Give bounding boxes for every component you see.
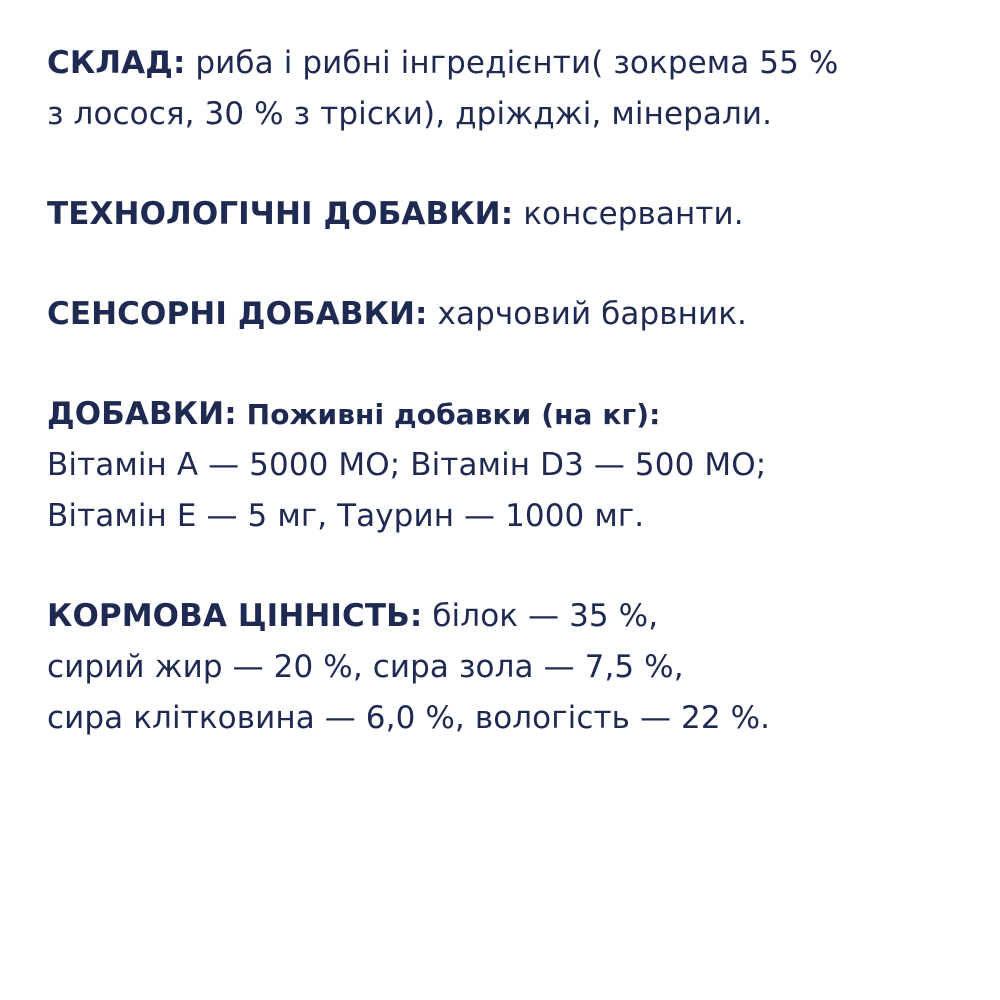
additives-text-2: Вітамін Е — 5 мг, Таурин — 1000 мг. — [47, 498, 645, 534]
additives-line-2 — [47, 491, 947, 542]
additives-heading-line — [47, 389, 947, 440]
technological-additives-text: консерванти. — [523, 196, 744, 232]
nutritional-value-text-1: білок — 35 %, — [432, 598, 659, 634]
additives-line-1 — [47, 440, 947, 491]
technological-additives-line — [47, 189, 947, 240]
composition-label: СКЛАД: — [47, 45, 186, 81]
additives-sub-label: Поживні добавки (на кг): — [246, 398, 661, 431]
composition-text-1: риба і рибні інгредієнти( зокрема 55 % — [195, 45, 839, 81]
additives-section — [47, 389, 947, 542]
sensory-additives-text: харчовий барвник. — [437, 296, 748, 332]
composition-section — [47, 38, 947, 140]
sensory-additives-section — [47, 289, 947, 340]
nutritional-value-section — [47, 591, 947, 744]
nutritional-value-text-2: сирий жир — 20 %, сира зола — 7,5 %, — [47, 649, 684, 685]
nutritional-value-label: КОРМОВА ЦІННІСТЬ: — [47, 598, 423, 634]
technological-additives-section — [47, 189, 947, 240]
nutritional-value-line-3 — [47, 693, 947, 744]
composition-text-2: з лосося, 30 % з тріски), дріжджі, мінерали. — [47, 96, 773, 132]
composition-line-1 — [47, 38, 947, 89]
composition-line-2 — [47, 89, 947, 140]
additives-text-1: Вітамін А — 5000 МО; Вітамін D3 — 500 МО; — [47, 447, 767, 483]
nutritional-value-line-1 — [47, 591, 947, 642]
nutritional-value-text-3: сира клітковина — 6,0 %, вологість — 22 %. — [47, 700, 771, 736]
nutritional-value-line-2 — [47, 642, 947, 693]
sensory-additives-line — [47, 289, 947, 340]
sensory-additives-label: СЕНСОРНІ ДОБАВКИ: — [47, 296, 428, 332]
technological-additives-label: ТЕХНОЛОГІЧНІ ДОБАВКИ: — [47, 196, 514, 232]
product-info — [47, 38, 947, 744]
additives-label: ДОБАВКИ: — [47, 396, 237, 432]
